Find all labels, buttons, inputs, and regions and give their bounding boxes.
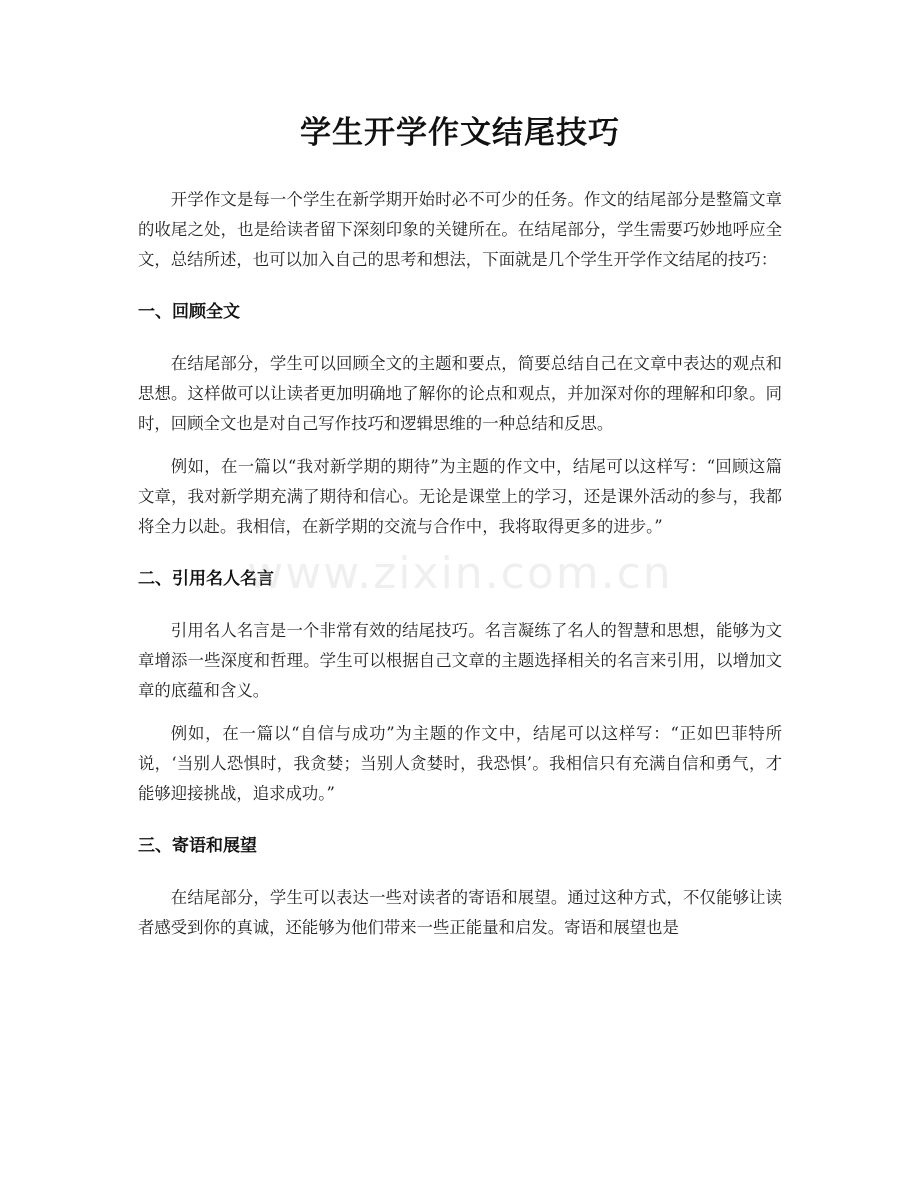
section-outlook xyxy=(138,831,782,943)
document-body xyxy=(138,185,782,943)
body-paragraph: 在结尾部分，学生可以回顾全文的主题和要点，简要总结自己在文章中表达的观点和思想。这样做可以让读者更加明确地了解你的论点和观点，并加深对你的理解和印象。同时，回顾全文也是对自己写作技巧和逻辑思维的一种总结和反思。 xyxy=(138,354,782,433)
section-review xyxy=(138,297,782,542)
watermark: www.zixin.com.cn xyxy=(247,548,673,599)
example-paragraph: 例如，在一篇以“自信与成功”为主题的作文中，结尾可以这样写：“正如巴菲特所说，‘当别人恐惧时，我贪婪；当别人贪婪时，我恐惧’。我相信只有充满自信和勇气，才能够迎接挑战，追求成功。” xyxy=(138,724,782,803)
document-title: 学生开学作文结尾技巧 xyxy=(300,115,620,151)
section-heading: 三、寄语和展望 xyxy=(138,836,257,856)
section-quotes xyxy=(138,564,782,809)
body-paragraph: 在结尾部分，学生可以表达一些对读者的寄语和展望。通过这种方式，不仅能够让读者感受到你的真诚，还能够为他们带来一些正能量和启发。寄语和展望也是 xyxy=(138,888,782,937)
body-paragraph: 引用名人名言是一个非常有效的结尾技巧。名言凝练了名人的智慧和思想，能够为文章增添一些深度和哲理。学生可以根据自己文章的主题选择相关的名言来引用，以增加文章的底蕴和含义。 xyxy=(138,621,782,700)
intro-paragraph: 开学作文是每一个学生在新学期开始时必不可少的任务。作文的结尾部分是整篇文章的收尾之处，也是给读者留下深刻印象的关键所在。在结尾部分，学生需要巧妙地呼应全文，总结所述，也可以加入自己的思考和想法，下面就是几个学生开学作文结尾的技巧： xyxy=(138,190,782,269)
example-paragraph: 例如，在一篇以“我对新学期的期待”为主题的作文中，结尾可以这样写：“回顾这篇文章，我对新学期充满了期待和信心。无论是课堂上的学习，还是课外活动的参与，我都将全力以赴。我相信，在新学期的交流与合作中，我将取得更多的进步。” xyxy=(138,457,782,536)
section-heading: 二、引用名人名言 xyxy=(138,569,274,589)
section-heading: 一、回顾全文 xyxy=(138,302,240,322)
